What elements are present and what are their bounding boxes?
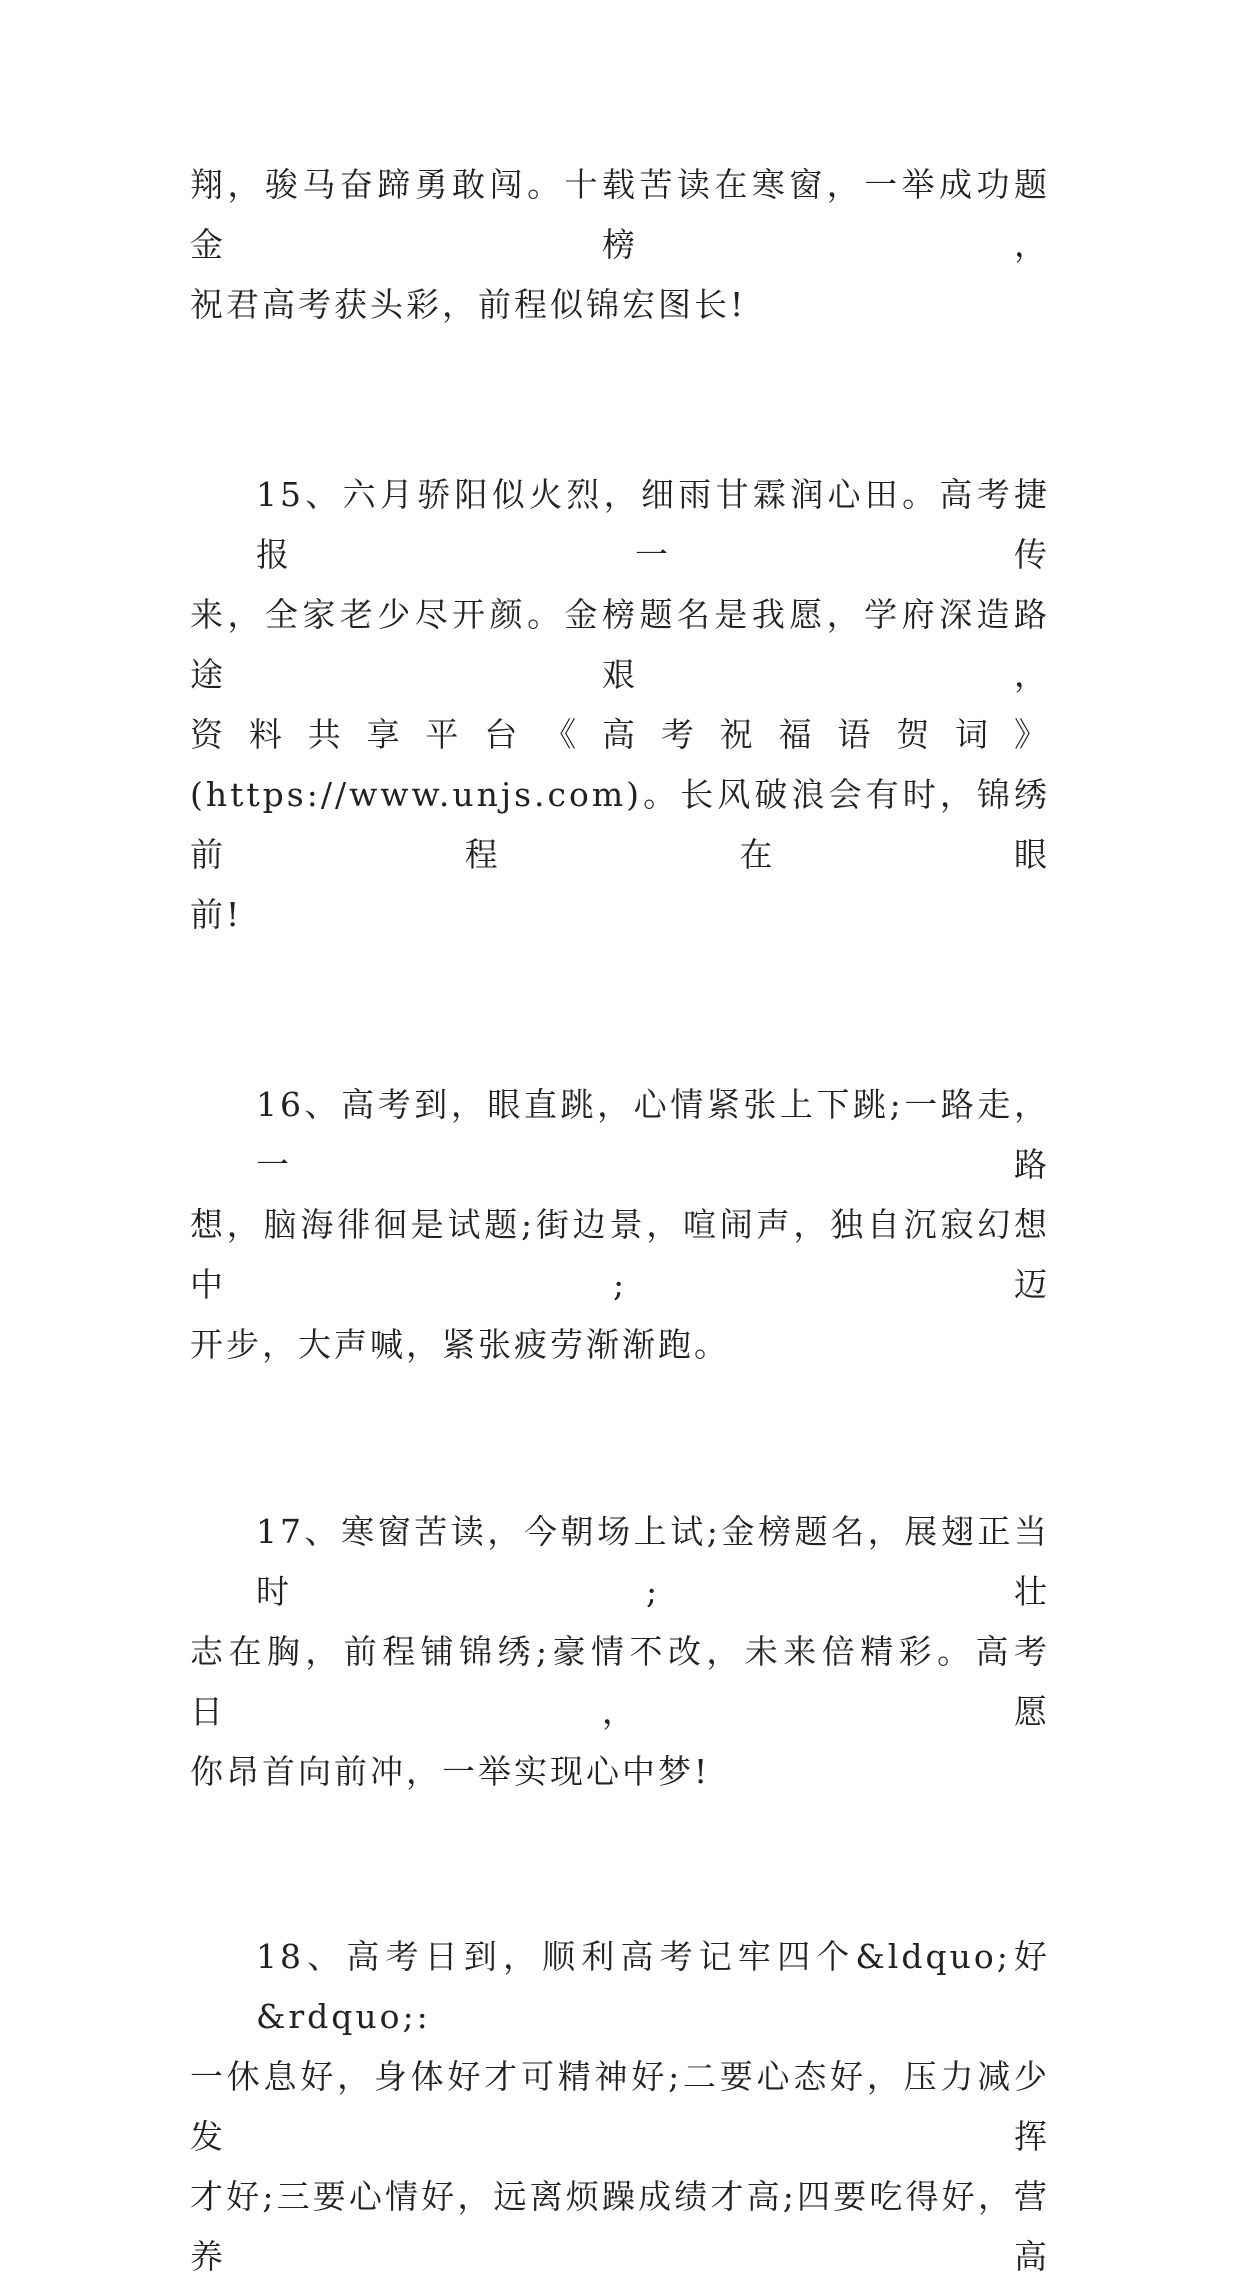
text-line: 开步，大声喊，紧张疲劳渐渐跑。 [190, 1325, 730, 1364]
text-line: 志在胸，前程铺锦绣;豪情不改，未来倍精彩。高考日，愿 [190, 1632, 1050, 1731]
text-line: 你昂首向前冲，一举实现心中梦! [190, 1752, 711, 1791]
text-line: 来，全家老少尽开颜。金榜题名是我愿，学府深造路途艰， [190, 595, 1050, 694]
text-line: 16、高考到，眼直跳，心情紧张上下跳;一路走，一路 [256, 1085, 1050, 1184]
text-line: 想，脑海徘徊是试题;街边景，喧闹声，独自沉寂幻想中;迈 [190, 1205, 1050, 1304]
text-line: (https://www.unjs.com)。长风破浪会有时，锦绣前程在眼 [190, 775, 1050, 874]
paragraph-18 [190, 1927, 1050, 2287]
paragraph-16 [190, 1075, 1050, 1375]
text-line: 前! [190, 895, 243, 934]
text-line: 一休息好，身体好才可精神好;二要心态好，压力减少发挥 [190, 2057, 1050, 2156]
text-line: 18、高考日到，顺利高考记牢四个&ldquo;好&rdquo;: [256, 1937, 1050, 2036]
paragraph-15 [190, 465, 1050, 945]
text-line: 17、寒窗苦读，今朝场上试;金榜题名，展翅正当时;壮 [256, 1512, 1050, 1611]
text-line: 15、六月骄阳似火烈，细雨甘霖润心田。高考捷报一传 [256, 475, 1050, 574]
text-line: 翔，骏马奋蹄勇敢闯。十载苦读在寒窗，一举成功题金榜， [190, 165, 1050, 264]
paragraph-17 [190, 1502, 1050, 1802]
text-line: 祝君高考获头彩，前程似锦宏图长! [190, 285, 747, 324]
text-line: 资料共享平台《高考祝福语贺词》 [190, 715, 1050, 754]
document-body [190, 155, 1050, 2287]
text-line: 才好;三要心情好，远离烦躁成绩才高;四要吃得好，营养高 [190, 2177, 1050, 2276]
paragraph-14-tail [190, 155, 1050, 335]
